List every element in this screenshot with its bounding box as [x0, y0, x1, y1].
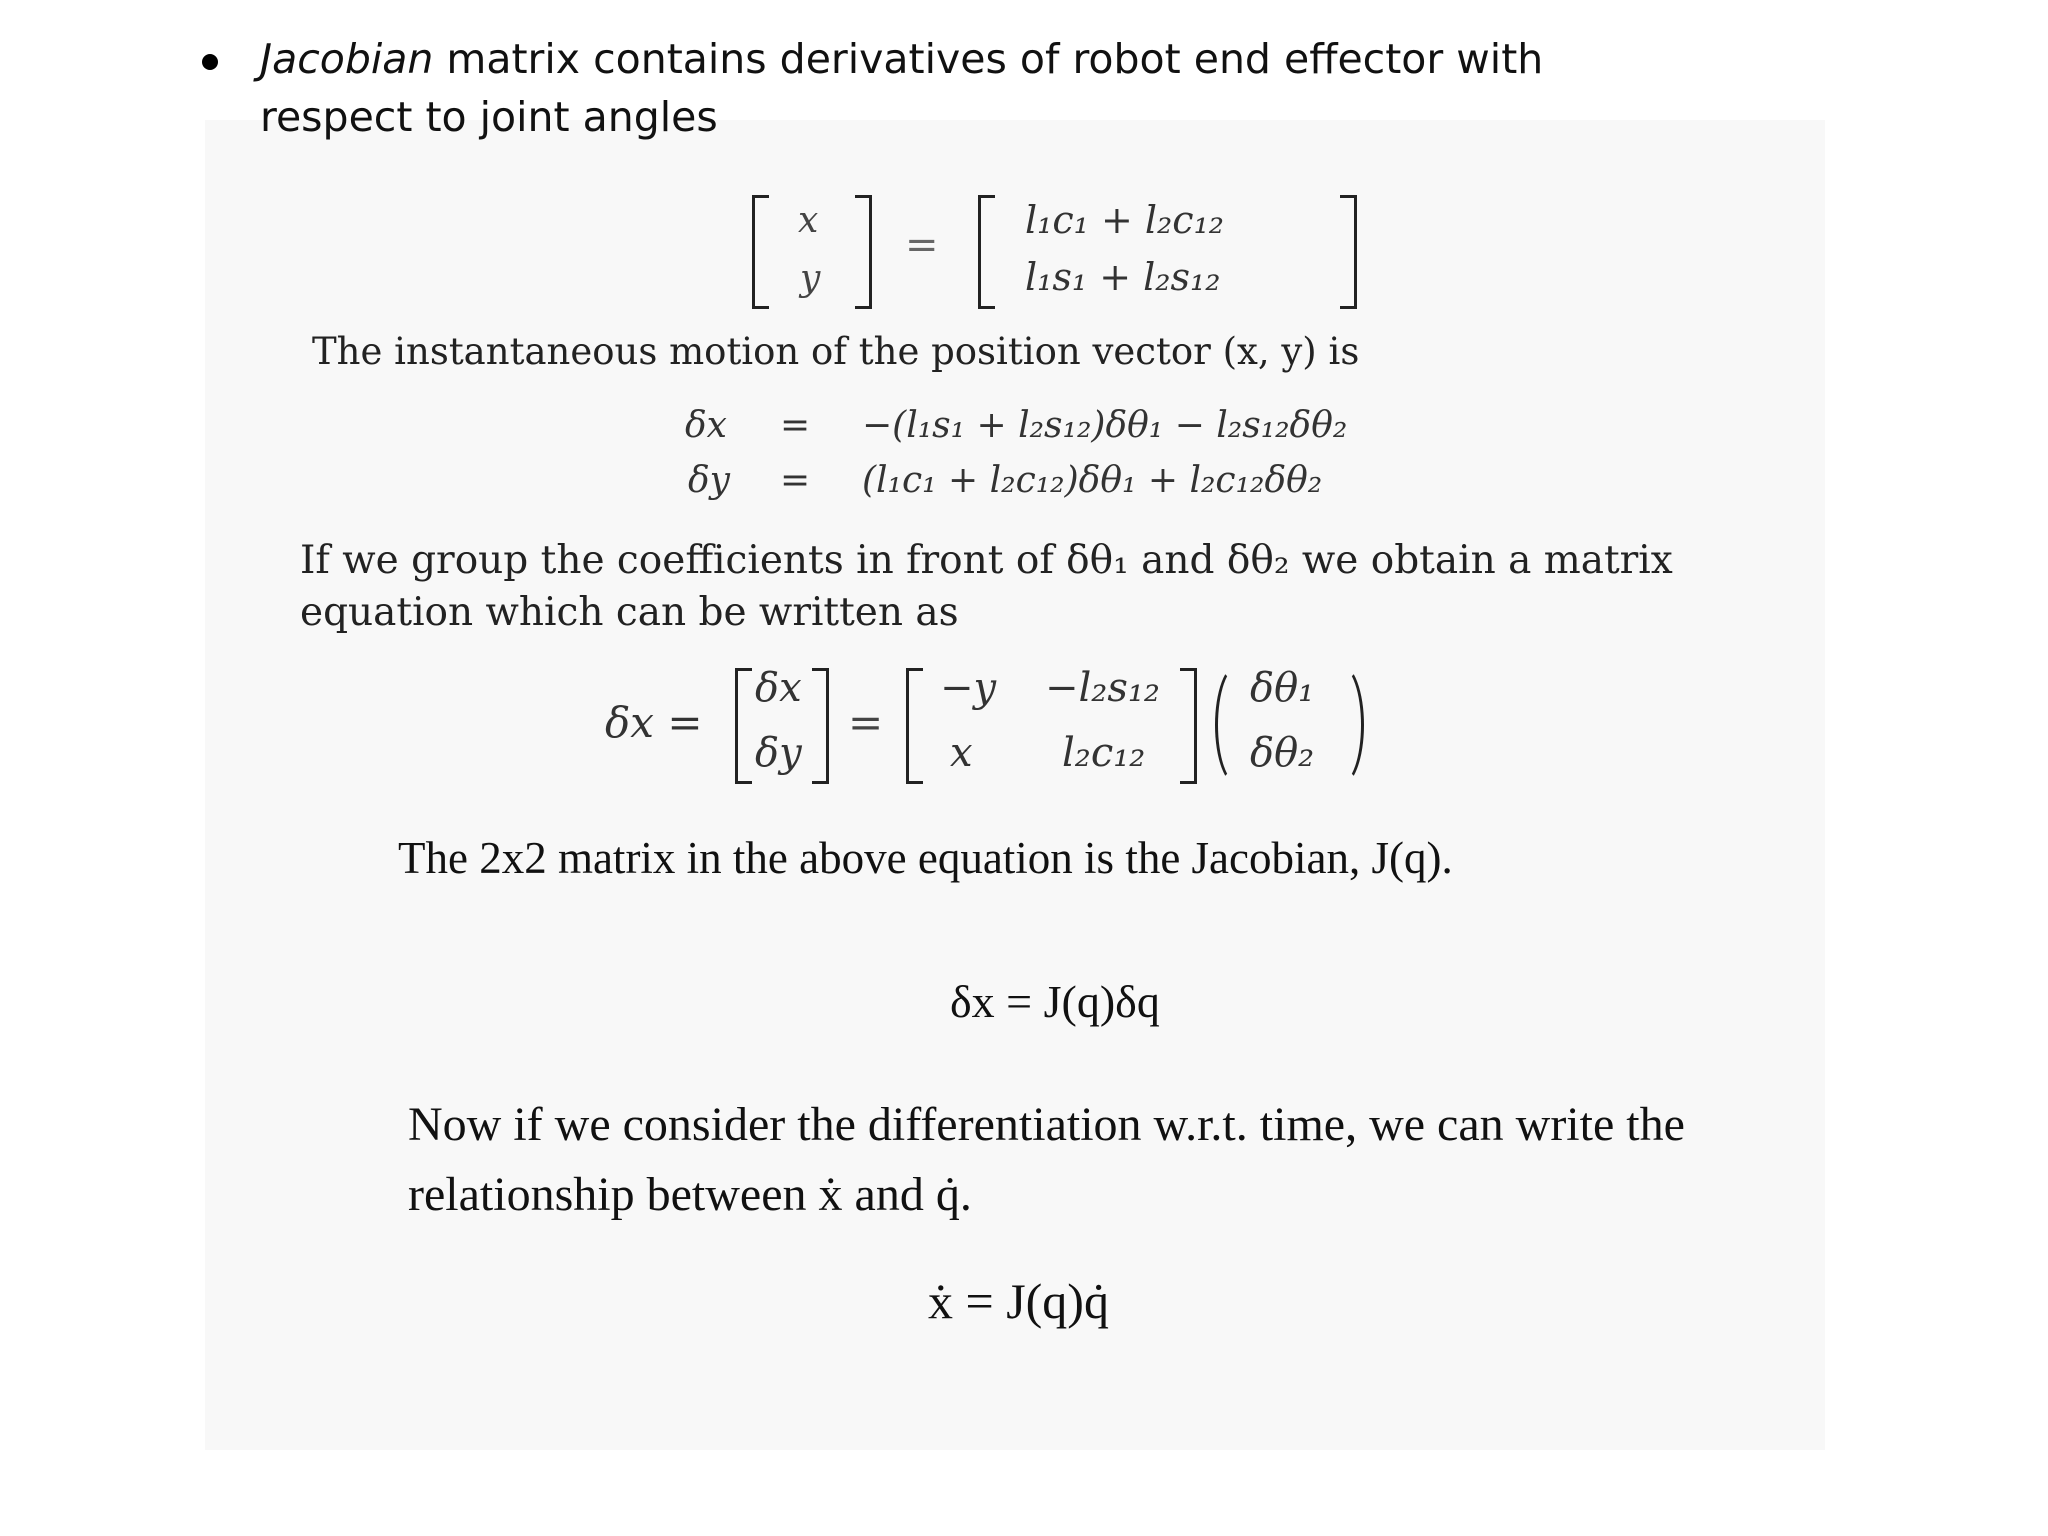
eq1-lhs-top: x	[798, 200, 819, 241]
bullet-line2: respect to joint angles	[260, 93, 718, 141]
paragraph-group-coefficients	[300, 535, 1673, 639]
eq1-rhs-top: l₁c₁ + l₂c₁₂	[1025, 198, 1225, 242]
eq3-m21: x	[950, 730, 973, 776]
eq3-m11: −y	[940, 665, 997, 711]
content-panel	[205, 120, 1825, 1450]
eq2-row1-equals: =	[780, 405, 811, 446]
eq1-equals: =	[905, 222, 939, 268]
eq3-theta-bottom: δθ₂	[1250, 730, 1315, 776]
eq2-row1-rhs: −(l₁s₁ + l₂s₁₂)δθ₁ − l₂s₁₂δθ₂	[862, 405, 1348, 446]
bullet-line1: matrix contains derivatives of robot end effector with	[433, 35, 1544, 83]
eq3-m22: l₂c₁₂	[1062, 730, 1146, 776]
eq1-rhs-bottom: l₁s₁ + l₂s₁₂	[1025, 255, 1221, 299]
paragraph-jacobian-definition: The 2x2 matrix in the above equation is the Jacobian, J(q).	[398, 833, 1453, 883]
eq1-lhs-bottom: y	[800, 258, 821, 299]
eq2-row2-equals: =	[780, 460, 811, 501]
eq2-row2-lhs: δy	[688, 460, 731, 501]
para2-line2: equation which can be written as	[300, 590, 959, 635]
eq3-lead: δx =	[605, 698, 703, 747]
para4-line1: Now if we consider the differentiation w.r.t. time, we can write the	[408, 1098, 1685, 1151]
para2-line1: If we group the coefficients in front of δθ₁ and δθ₂ we obtain a matrix	[300, 538, 1673, 583]
bullet-point-icon	[202, 54, 218, 70]
eq3-vector-bottom: δy	[755, 730, 802, 776]
bullet-text	[260, 30, 1820, 146]
equation-x-dot: ẋ = J(q)q̇	[928, 1273, 1109, 1329]
eq3-theta-top: δθ₁	[1250, 665, 1315, 711]
eq3-m12: −l₂s₁₂	[1045, 665, 1160, 711]
eq3-vector-top: δx	[755, 665, 802, 711]
paragraph-instantaneous-motion: The instantaneous motion of the position vector (x, y) is	[312, 330, 1360, 373]
equation-delta-x: δx = J(q)δq	[950, 976, 1160, 1027]
para4-line2: relationship between ẋ and q̇.	[408, 1168, 972, 1221]
eq2-row1-lhs: δx	[685, 405, 727, 446]
eq3-equals: =	[848, 698, 884, 747]
paragraph-time-differentiation	[408, 1090, 1685, 1230]
eq2-row2-rhs: (l₁c₁ + l₂c₁₂)δθ₁ + l₂c₁₂δθ₂	[862, 460, 1323, 501]
jacobian-term: Jacobian	[260, 35, 434, 83]
